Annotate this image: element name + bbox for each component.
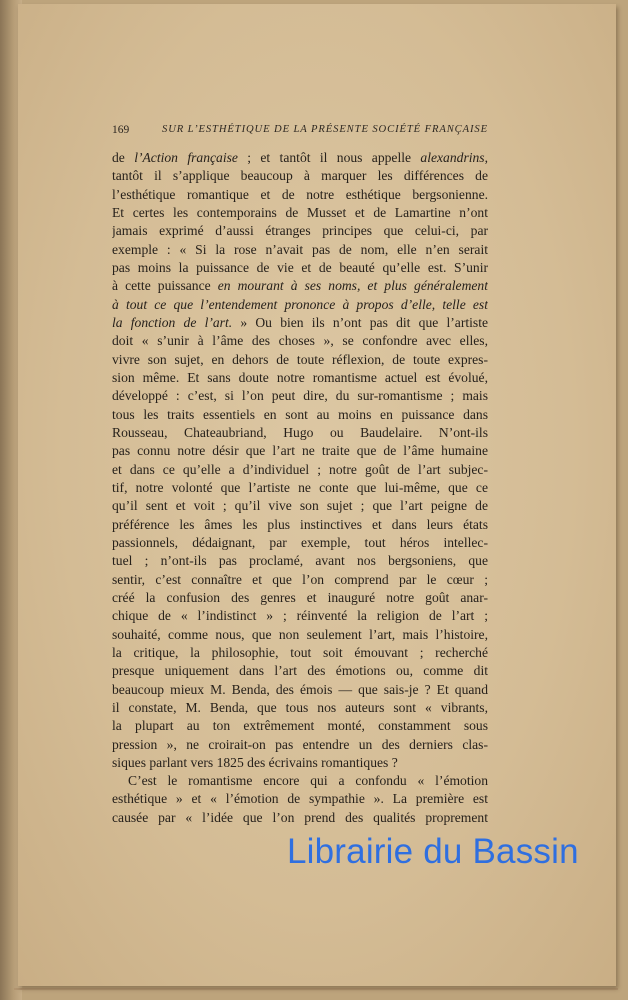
- text-segment: qu’il sent et voit ; qu’il vive son sujet ; que l’art peigne de: [112, 498, 488, 514]
- text-segment: tuel ; n’ont-ils pas proclamé, avant nos bergsoniens, que: [112, 553, 488, 569]
- text-line: [112, 351, 488, 369]
- text-segment: Rousseau, Chateaubriand, Hugo ou Baudelaire. N’ont-ils: [112, 424, 488, 440]
- text-line: [112, 204, 488, 222]
- italic-text: en mourant à ses noms, et plus généralement: [217, 278, 488, 294]
- text-line: [112, 717, 488, 735]
- text-line: [112, 167, 488, 185]
- text-line: [112, 222, 488, 240]
- text-segment: de: [112, 150, 135, 165]
- text-line: [112, 461, 488, 479]
- text-line: [112, 424, 488, 442]
- text-line: [112, 662, 488, 680]
- text-segment: pas moins la puissance de vie et de beauté qu’elle est. S’unir: [112, 259, 488, 275]
- text-segment: et dans ce qu’elle a d’individuel ; notre goût de l’art subjec-: [112, 461, 488, 477]
- text-line: [112, 186, 488, 204]
- running-title: SUR L’ESTHÉTIQUE DE LA PRÉSENTE SOCIÉTÉ FRANÇAISE: [162, 124, 488, 135]
- text-segment: la plupart au ton extrêmement monté, constamment sous: [112, 718, 488, 734]
- text-line: [112, 552, 488, 570]
- text-line: [112, 369, 488, 387]
- text-line: [112, 736, 488, 754]
- text-line: [112, 516, 488, 534]
- text-line: [112, 607, 488, 625]
- text-segment: » Ou bien ils n’ont pas dit que l’artiste: [232, 314, 488, 330]
- text-segment: ; et tantôt il nous appelle: [237, 150, 421, 165]
- italic-text: la fonction de l’art.: [112, 314, 233, 330]
- text-line: [112, 589, 488, 607]
- text-line: [112, 259, 488, 277]
- italic-text: alexandrins: [420, 150, 485, 165]
- text-segment: Et certes les contemporains de Musset et de Lamartine n’ont: [112, 204, 488, 220]
- text-segment: tantôt il s’applique beaucoup à marquer les différences de: [112, 168, 488, 184]
- text-segment: beaucoup mieux M. Benda, des émois — que sais-je ? Et quand: [112, 681, 488, 697]
- text-segment: sentir, c’est connaître et que l’on comprend par le cœur ;: [112, 571, 488, 587]
- text-segment: pas connu notre désir que l’art ne traite que de l’âme humaine: [112, 443, 488, 459]
- text-line: [112, 681, 488, 699]
- italic-text: à tout ce que l’entendement prononce à propos d’elle, telle est: [112, 296, 488, 312]
- text-segment: souhaité, comme nous, que non seulement l’art, mais l’histoire,: [112, 626, 488, 642]
- text-line: [112, 571, 488, 589]
- text-segment: il constate, M. Benda, que tous nos auteurs sont « vibrants,: [112, 699, 488, 715]
- text-segment: développé : c’est, si l’on peut dire, du sur-romantisme ; mais: [112, 388, 488, 404]
- text-line: [112, 772, 488, 790]
- text-line: [112, 149, 488, 167]
- text-segment: créé la confusion des genres et inauguré notre goût anar-: [112, 589, 488, 605]
- text-segment: la critique, la philosophie, tout soit émouvant ; recherché: [112, 644, 488, 660]
- text-segment: passionnels, dédaignant, par exemple, tout héros intellec-: [112, 534, 488, 550]
- italic-text: l’Action française: [134, 150, 238, 165]
- text-segment: causée par « l’idée que l’on prend des qualités proprement: [112, 809, 488, 825]
- text-segment: chique de « l’indistinct » ; réinventé la religion de l’art ;: [112, 608, 488, 624]
- text-segment: siques parlant vers 1825 des écrivains romantiques ?: [112, 754, 398, 770]
- text-line: [112, 332, 488, 350]
- text-segment: presque uniquement dans l’art des émotions ou, comme dit: [112, 663, 488, 679]
- text-line: [112, 296, 488, 314]
- text-segment: pression », ne croirait-on pas entendre un des derniers clas-: [112, 736, 488, 752]
- text-line: [112, 534, 488, 552]
- text-segment: tous les traits essentiels en sont au moins en puissance dans: [112, 406, 488, 422]
- text-segment: à cette puissance: [112, 278, 218, 294]
- text-line: [112, 626, 488, 644]
- text-line: [112, 790, 488, 808]
- body-text: [112, 149, 488, 827]
- text-line: [112, 241, 488, 259]
- text-line: [112, 442, 488, 460]
- running-header: [112, 122, 488, 138]
- text-line: [112, 479, 488, 497]
- text-segment: sion même. Et sans doute notre romantisme actuel est évolué,: [112, 369, 488, 385]
- text-segment: préférence les âmes les plus instinctives et dans leurs états: [112, 516, 488, 532]
- text-segment: jamais exprimé d’aussi étranges principes que celui-ci, par: [112, 223, 488, 239]
- text-segment: C’est le romantisme encore qui a confondu « l’émotion: [128, 773, 488, 789]
- text-segment: vivre son sujet, en dehors de toute réflexion, de toute expres-: [112, 351, 488, 367]
- text-line: [112, 699, 488, 717]
- text-line: [112, 754, 488, 772]
- text-segment: doit « s’unir à l’âme des choses », se confondre avec elles,: [112, 333, 488, 349]
- text-line: [112, 277, 488, 295]
- text-segment: l’esthétique romantique et de notre esthétique bergsonienne.: [112, 186, 488, 202]
- text-line: [112, 387, 488, 405]
- text-line: [112, 497, 488, 515]
- watermark: Librairie du Bassin: [287, 832, 579, 871]
- text-line: [112, 809, 488, 827]
- text-line: [112, 406, 488, 424]
- text-segment: ,: [484, 150, 488, 165]
- text-segment: exemple : « Si la rose n’avait pas de nom, elle n’en serait: [112, 241, 488, 257]
- page-number: 169: [112, 124, 130, 136]
- text-segment: esthétique » et « l’émotion de sympathie ». La première est: [112, 791, 488, 807]
- text-line: [112, 314, 488, 332]
- text-line: [112, 644, 488, 662]
- text-segment: tif, notre volonté que l’artiste ne conte que lui-même, que ce: [112, 479, 488, 495]
